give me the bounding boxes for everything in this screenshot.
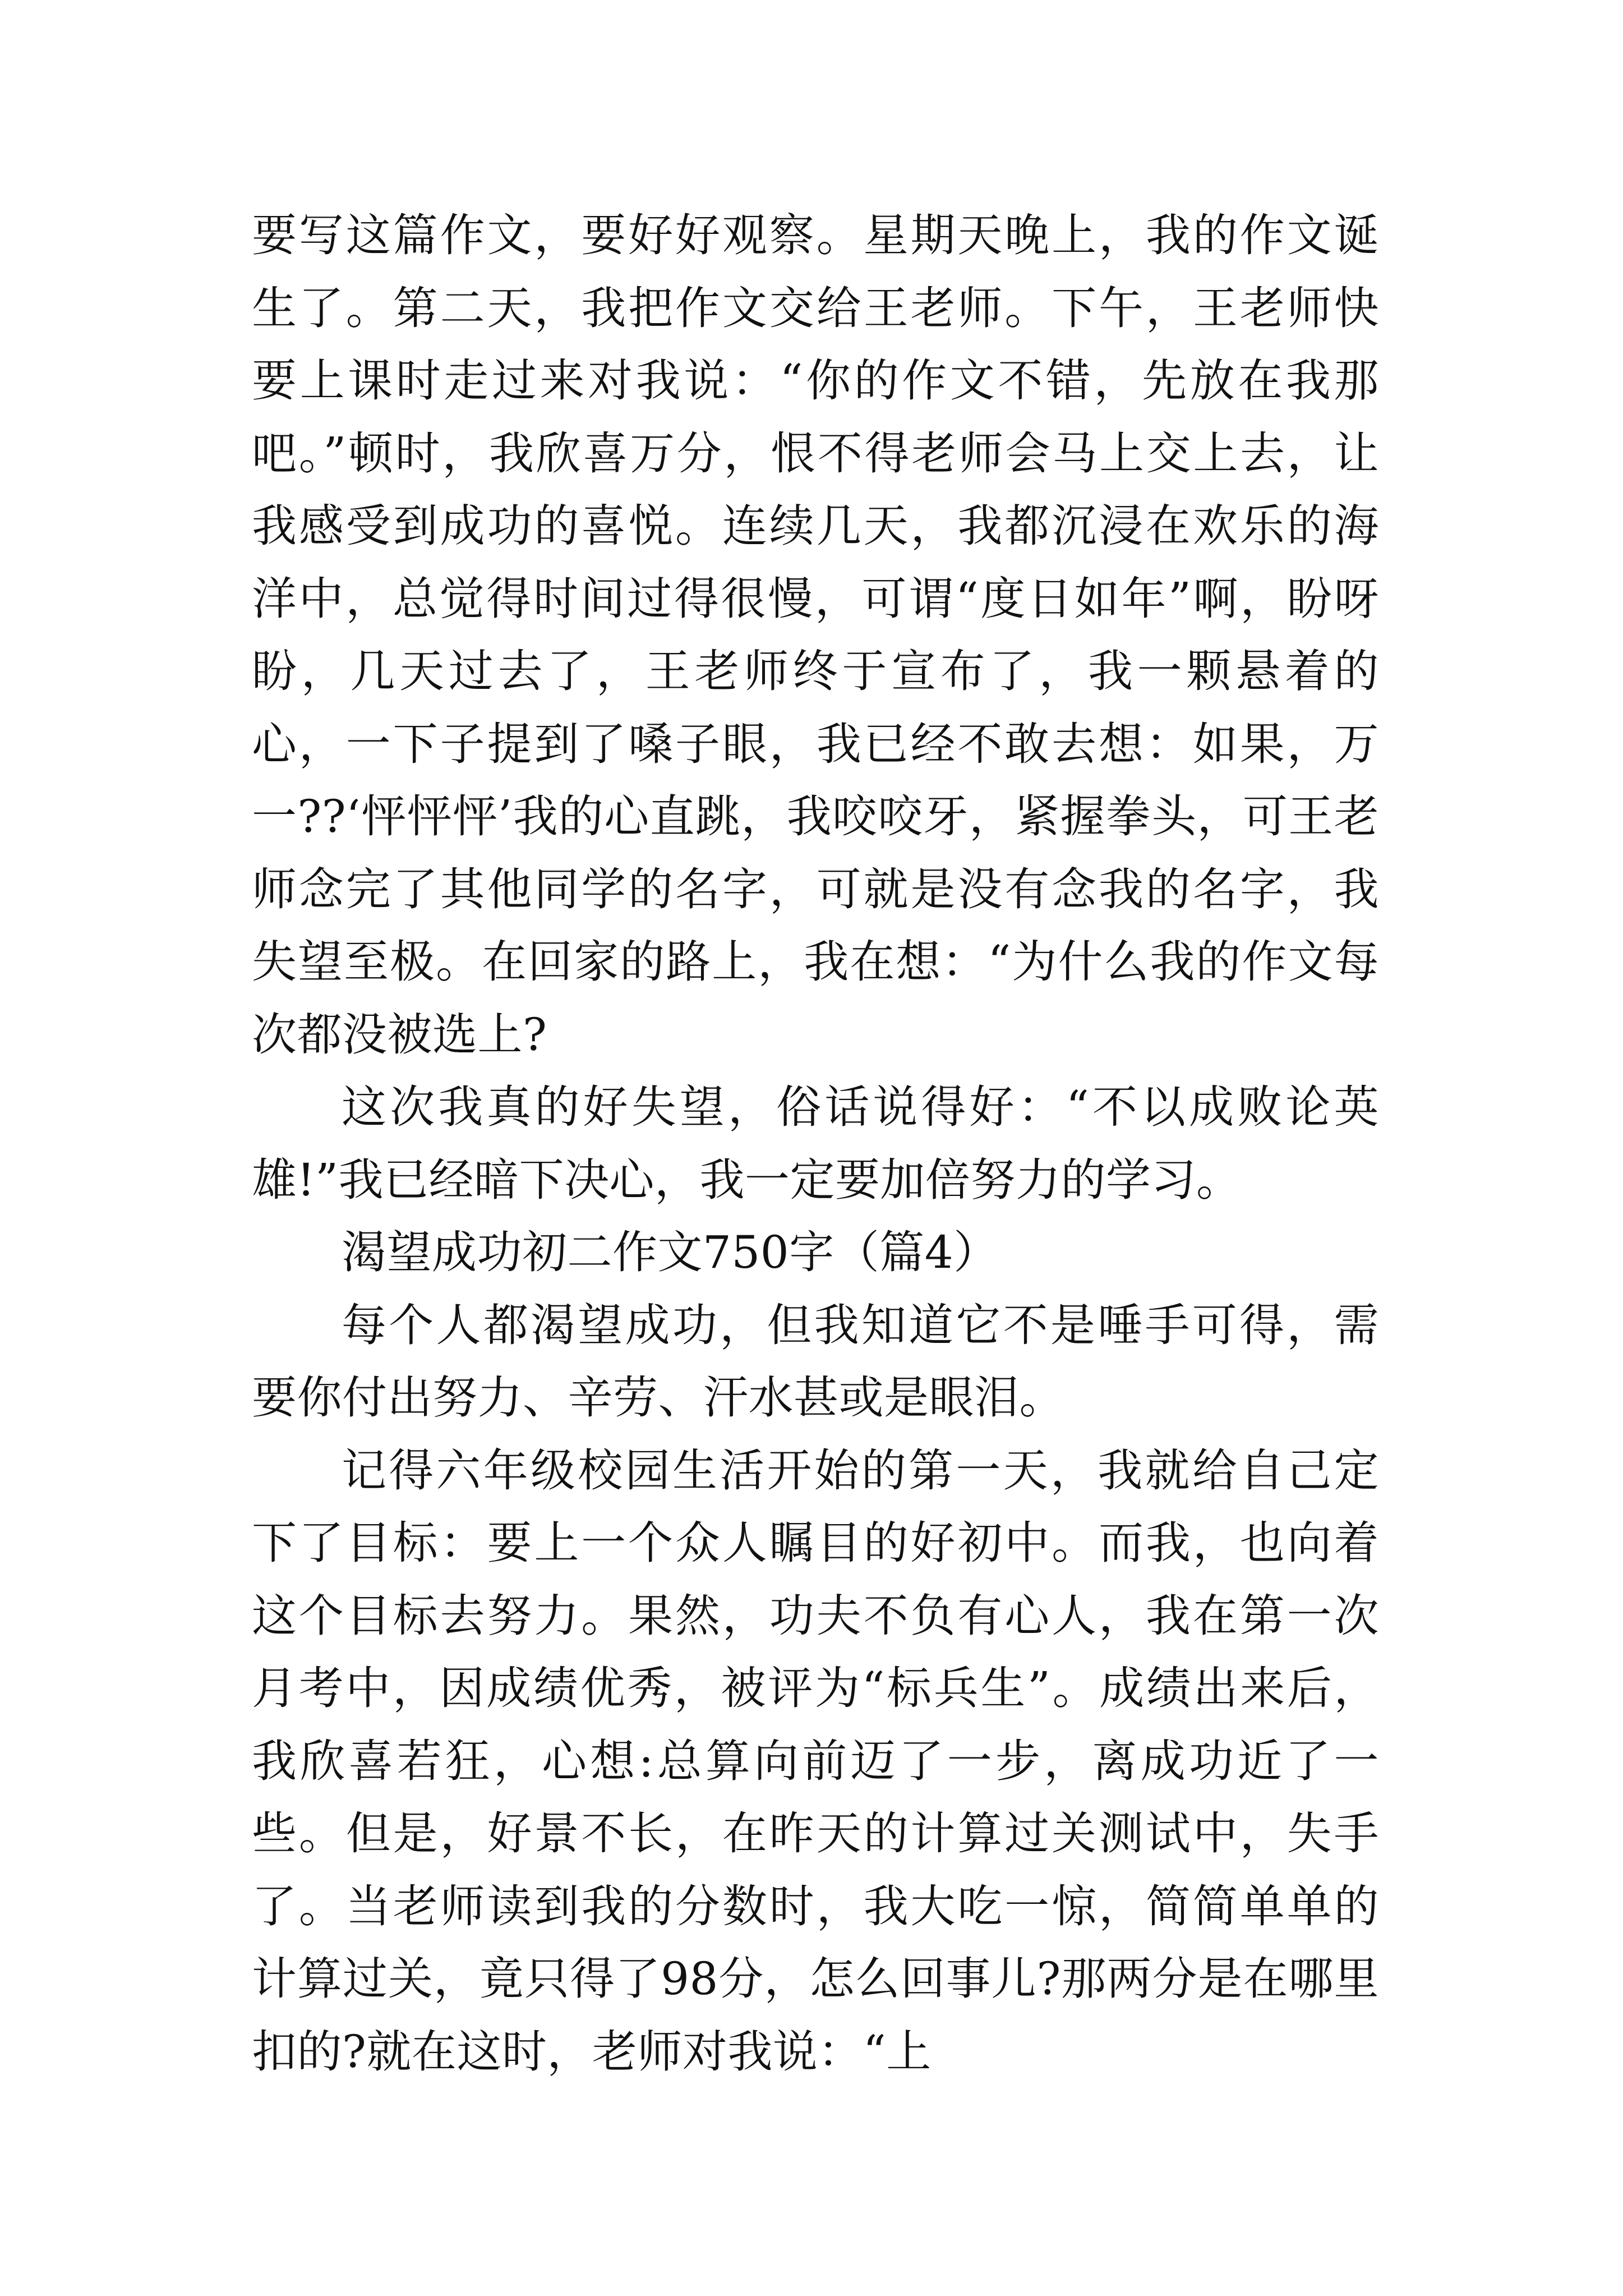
document-body (252, 199, 1379, 2088)
paragraph-disappointment: 这次我真的好失望，俗话说得好：“不以成败论英雄!”我已经暗下决心，我一定要加倍努力的学习。 (252, 1081, 1379, 1206)
paragraph-continued: 要写这篇作文，要好好观察。星期天晚上，我的作文诞生了。第二天，我把作文交给王老师。下午，王老师快要上课时走过来对我说：“你的作文不错，先放在我那吧。”顿时，我欣喜万分，恨不得老师会马上交上去，让我感受到成功的喜悦。连续几天，我都沉浸在欢乐的海洋中，总觉得时间过得很慢，可谓“度日如年”啊，盼呀盼，几天过去了，王老师终于宣布了，我一颗悬着的心，一下子提到了嗓子眼，我已经不敢去想：如果，万一??‘怦怦怦’我的心直跳，我咬咬牙，紧握拳头，可王老师念完了其他同学的名字，可就是没有念我的名字，我失望至极。在回家的路上，我在想：“为什么我的作文每次都没被选上? (252, 209, 1379, 1061)
essay-title-4: 渴望成功初二作文750字（篇4） (342, 1226, 999, 1278)
paragraph-story: 记得六年级校园生活开始的第一天，我就给自己定下了目标：要上一个众人瞩目的好初中。而我，也向着这个目标去努力。果然，功夫不负有心人，我在第一次月考中，因成绩优秀，被评为“标兵生”。成绩出来后，我欣喜若狂，心想:总算向前迈了一步，离成功近了一些。但是，好景不长，在昨天的计算过关测试中，失手了。当老师读到我的分数时，我大吃一惊，简简单单的计算过关，竟只得了98分，怎么回事儿?那两分是在哪里扣的?就在这时，老师对我说：“上 (252, 1444, 1379, 2078)
paragraph-intro: 每个人都渴望成功，但我知道它不是唾手可得，需要你付出努力、辛劳、汗水甚或是眼泪。 (252, 1299, 1379, 1424)
